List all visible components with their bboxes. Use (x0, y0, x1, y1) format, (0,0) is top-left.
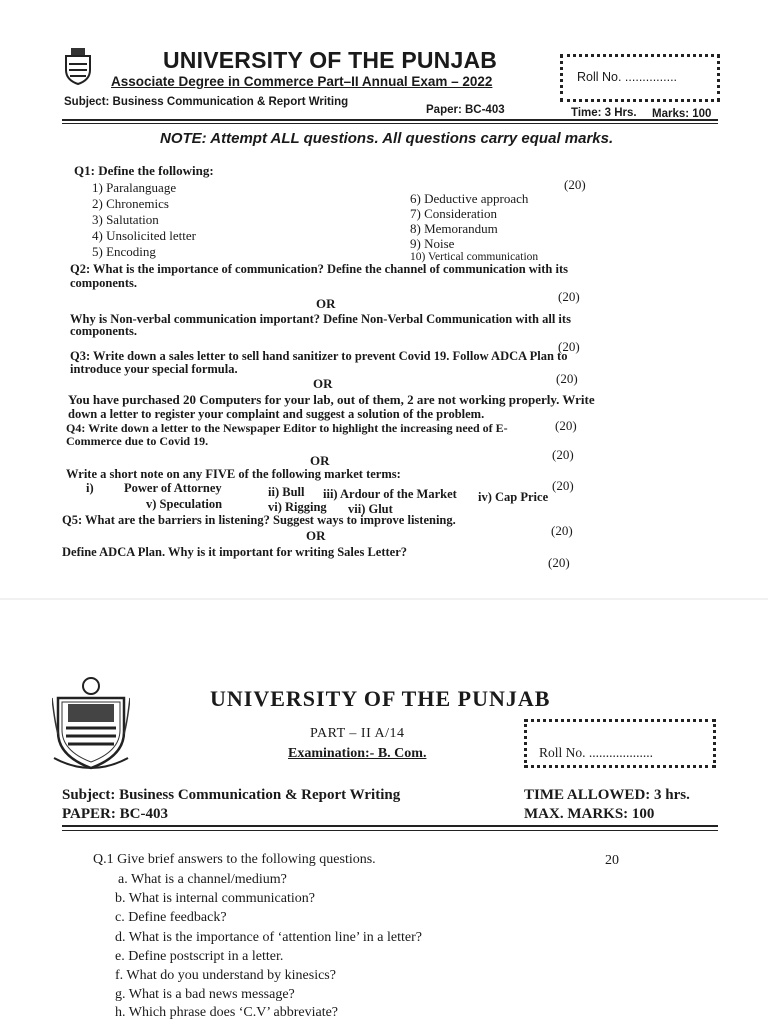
list-item: 2) Chronemics (92, 196, 169, 211)
time-allowed: Time: 3 Hrs. (571, 107, 637, 119)
list-item: b. What is internal communication? (115, 891, 315, 906)
q2-alt-line-1: Why is Non-verbal communication important? Define Non-Verbal Communication with all its (70, 312, 571, 326)
q1-left-list (92, 180, 196, 260)
list-item: h. Which phrase does ‘C.V’ abbreviate? (115, 1005, 339, 1020)
list-item: 5) Encoding (92, 244, 156, 259)
university-title: UNIVERSITY OF THE PUNJAB (163, 47, 498, 73)
list-item: g. What is a bad news message? (115, 987, 295, 1002)
list-item: d. What is the importance of ‘attention line’ in a letter? (115, 930, 422, 945)
q2-alt-marks: (20) (558, 339, 580, 354)
header-rule (62, 825, 718, 827)
list-item: 1) Paralanguage (92, 180, 177, 195)
q1-title: Q1: Define the following: (74, 163, 214, 178)
page-separator (0, 598, 768, 600)
q3-alt-marks: (20) (555, 418, 577, 433)
q4-alt-line-1: Write a short note on any FIVE of the following market terms: (66, 467, 401, 481)
roll-no-box (524, 719, 716, 768)
header-rule-thin (62, 830, 718, 831)
paper-code: Paper: BC-403 (426, 104, 505, 116)
examination-label: Examination:- B. Com. (288, 746, 427, 761)
roll-no-label: Roll No. ............... (577, 70, 678, 84)
part-label: PART – II A/14 (310, 726, 405, 741)
q3-line-2: introduce your special formula. (70, 362, 238, 376)
total-marks: Marks: 100 (652, 108, 712, 120)
university-title: UNIVERSITY OF THE PUNJAB (210, 686, 551, 711)
roll-no-label: Roll No. ................... (539, 745, 654, 760)
q1-marks: 20 (605, 853, 619, 868)
q4-or: OR (310, 453, 330, 468)
q4-line-1: Q4: Write down a letter to the Newspaper Editor to highlight the increasing need of E- (66, 421, 508, 435)
degree-title: Associate Degree in Commerce Part–II Annual Exam – 2022 (111, 74, 493, 89)
list-item: 10) Vertical communication (410, 251, 539, 263)
term-i: Power of Attorney (124, 481, 222, 495)
max-marks: MAX. MARKS: 100 (524, 806, 655, 822)
q5-marks: (20) (551, 523, 573, 538)
term-iv: iv) Cap Price (478, 490, 549, 504)
q1-right-list (410, 191, 538, 266)
q2-or: OR (316, 296, 336, 311)
q1-title: Q.1 Give brief answers to the following questions. (93, 852, 376, 867)
q4-line-2: Commerce due to Covid 19. (66, 434, 209, 448)
subject: Subject: Business Communication & Report Writing (62, 787, 401, 803)
list-item: f. What do you understand by kinesics? (115, 968, 336, 983)
q5-line-1: Q5: What are the barriers in listening? Suggest ways to improve listening. (62, 513, 456, 527)
list-item: 8) Memorandum (410, 221, 498, 236)
q2-line-1: Q2: What is the importance of communication? Define the channel of communication with its (70, 262, 569, 276)
q3-line-1: Q3: Write down a sales letter to sell hand sanitizer to prevent Covid 19. Follow ADCA Plan to (70, 349, 568, 363)
list-item: e. Define postscript in a letter. (115, 949, 284, 964)
term-v: v) Speculation (146, 497, 223, 511)
q2-alt-line-2: components. (70, 324, 138, 338)
term-vii: vii) Glut (348, 502, 393, 516)
time-allowed: TIME ALLOWED: 3 hrs. (524, 787, 690, 803)
q5-or: OR (306, 528, 326, 543)
list-item: a. What is a channel/medium? (118, 872, 287, 887)
header-rule (62, 119, 718, 121)
list-item: 6) Deductive approach (410, 191, 529, 206)
q1-marks: (20) (564, 177, 586, 192)
university-crest-icon (62, 46, 94, 86)
term-ii: ii) Bull (268, 485, 305, 499)
q4-alt-marks: (20) (552, 478, 574, 493)
university-crest-icon (52, 674, 130, 774)
q3-or: OR (313, 376, 333, 391)
q3-marks: (20) (556, 371, 578, 386)
list-item: c. Define feedback? (115, 910, 227, 925)
list-item: 7) Consideration (410, 206, 498, 221)
term-i-num: i) (86, 481, 94, 495)
roll-no-box (560, 54, 720, 102)
note: NOTE: Attempt ALL questions. All questions carry equal marks. (160, 130, 614, 147)
q3-alt-line-1: You have purchased 20 Computers for your lab, out of them, 2 are not working properly. Write (68, 392, 595, 407)
list-item: 4) Unsolicited letter (92, 228, 196, 243)
list-item: 9) Noise (410, 236, 455, 251)
q2-line-2: components. (70, 276, 138, 290)
list-item: 3) Salutation (92, 212, 159, 227)
paper-code: PAPER: BC-403 (62, 806, 168, 822)
term-vi: vi) Rigging (268, 500, 327, 514)
q4-marks: (20) (552, 447, 574, 462)
q2-marks: (20) (558, 289, 580, 304)
header-rule-thin (62, 123, 718, 124)
q5-alt-line-1: Define ADCA Plan. Why is it important for writing Sales Letter? (62, 545, 408, 559)
term-iii: iii) Ardour of the Market (323, 487, 457, 501)
subject: Subject: Business Communication & Report Writing (64, 96, 349, 108)
q3-alt-line-2: down a letter to register your complaint and suggest a solution of the problem. (68, 407, 485, 421)
q5-alt-marks: (20) (548, 555, 570, 570)
